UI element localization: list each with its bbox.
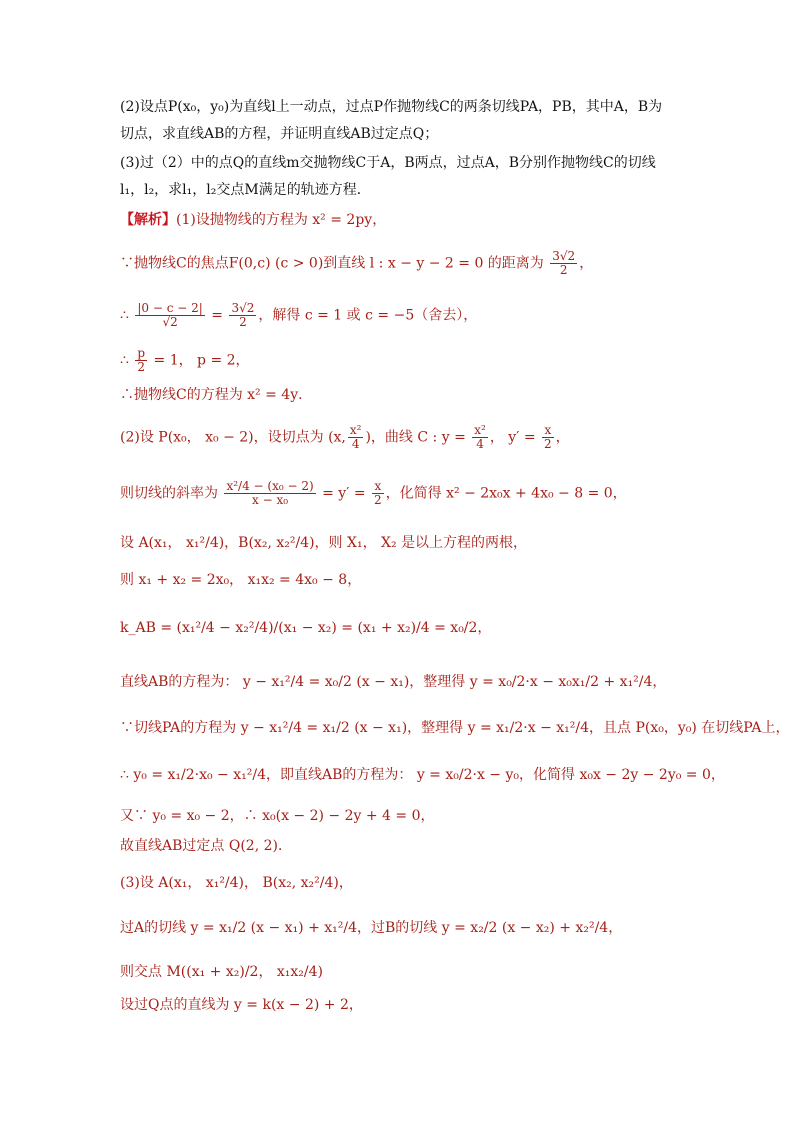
again-line: 又∵ y₀ = x₀ − 2，∴ x₀(x − 2) − 2y + 4 = 0， [120, 808, 435, 824]
vieta-line: 则 x₁ + x₂ = 2x₀， x₁x₂ = 4x₀ − 8， [120, 572, 362, 588]
solution-part-1-header [120, 210, 760, 230]
line-through-q: 设过Q点的直线为 y = k(x − 2) + 2， [120, 997, 363, 1013]
distance-result-fraction: $\frac{3√2}{2}$ [231, 301, 255, 329]
question-2-line-1: (2)设点P(x₀，y₀)为直线l上一动点，过点P作抛物线C的两条切线PA，PB，其中A，B为 [120, 99, 663, 115]
p-value-line: ∴ $\frac{p}{2}$ = 1， p = 2， [120, 346, 250, 374]
part-2-setup-line: (2)设 P(x₀， x₀ − 2)，设切点为 (x, $\frac{\text{x²}}{4}$ )，曲线 C : y = $\frac{\text{x²}}{4}$ ， y′ = $\frac{x}{2}$ ， [120, 423, 570, 451]
distance-fraction: $\frac{|0 - c - 2|}{√2}$ [137, 301, 203, 329]
question-3-line-2: l₁，l₂，求l₁，l₂交点M满足的轨迹方程． [120, 182, 371, 198]
slope-ab-line: k_AB = (x₁²/4 − x₂²/4)/(x₁ − x₂) = (x₁ + x₂)/4 = x₀/2， [120, 620, 492, 636]
fraction-3root2-over-2: $\frac{3√2}{2}$ [552, 249, 576, 277]
question-2-line-2: 切点，求直线AB的方程，并证明直线AB过定点Q； [120, 126, 439, 142]
solution-1-text: (1)设抛物线的方程为 x² = 2py， [176, 212, 387, 228]
p-over-2-fraction: $\frac{p}{2}$ [137, 346, 146, 374]
part-3-setup-line: (3)设 A(x₁， x₁²/4)， B(x₂, x₂²/4)， [120, 875, 353, 891]
points-ab-line: 设 A(x₁， x₁²/4)，B(x₂, x₂²/4)，则 X₁， X₂ 是以上方程的两根， [120, 535, 528, 551]
intersection-m-line: 则交点 M((x₁ + x₂)/2， x₁x₂/4) [120, 964, 323, 980]
part-3-tangents-line: 过A的切线 y = x₁/2 (x − x₁) + x₁²/4，过B的切线 y = x₂/2 (x − x₂) + x₂²/4， [120, 920, 623, 936]
fixed-point-line: 故直线AB过定点 Q(2, 2)． [120, 838, 292, 854]
distance-equation-line: ∴ $\frac{|0 - c - 2|}{√2}$ = $\frac{3√2}{2}$ ，解得 c = 1 或 c = −5（舍去）， [120, 301, 478, 329]
focus-distance-line: ∵抛物线C的焦点F(0,c) (c > 0)到直线 l : x − y − 2 = 0 的距离为 $\frac{3√2}{2}$ ， [120, 249, 594, 277]
line-ab-equation: 直线AB的方程为： y − x₁²/4 = x₀/2 (x − x₁)，整理得 y = x₀/2·x − x₀x₁/2 + x₁²/4， [120, 674, 667, 690]
solution-tag: 【解析】 [120, 212, 176, 228]
slope-fraction: $\frac{\text{x²/4 − (x₀ − 2)}}{\text{x − x₀}}$ [226, 479, 314, 507]
focus-text: ∵抛物线C的焦点F(0,c) (c > 0)到直线 l : x − y − 2 = 0 的距离为 [120, 255, 544, 272]
tangent-pa-line: ∵切线PA的方程为 y − x₁²/4 = x₁/2 (x − x₁)，整理得 y = x₁/2·x − x₁²/4，且点 P(x₀，y₀) 在切线PA上， [120, 720, 790, 736]
y0-line: ∴ y₀ = x₁/2·x₀ − x₁²/4，即直线AB的方程为： y = x₀/2·x − y₀，化简得 x₀x − 2y − 2y₀ = 0， [120, 767, 725, 783]
question-3-line-1: (3)过（2）中的点Q的直线m交抛物线C于A，B两点，过点A，B分别作抛物线C的切线 [120, 155, 656, 171]
tangent-slope-line: 则切线的斜率为 $\frac{\text{x²/4 − (x₀ − 2)}}{\text{x − x₀}}$ = y′ = $\frac{x}{2}$ ，化简得 x² − 2x₀x + 4x₀ − 8 = 0， [120, 479, 627, 507]
parabola-equation-line: ∴抛物线C的方程为 x² = 4y． [120, 387, 313, 403]
